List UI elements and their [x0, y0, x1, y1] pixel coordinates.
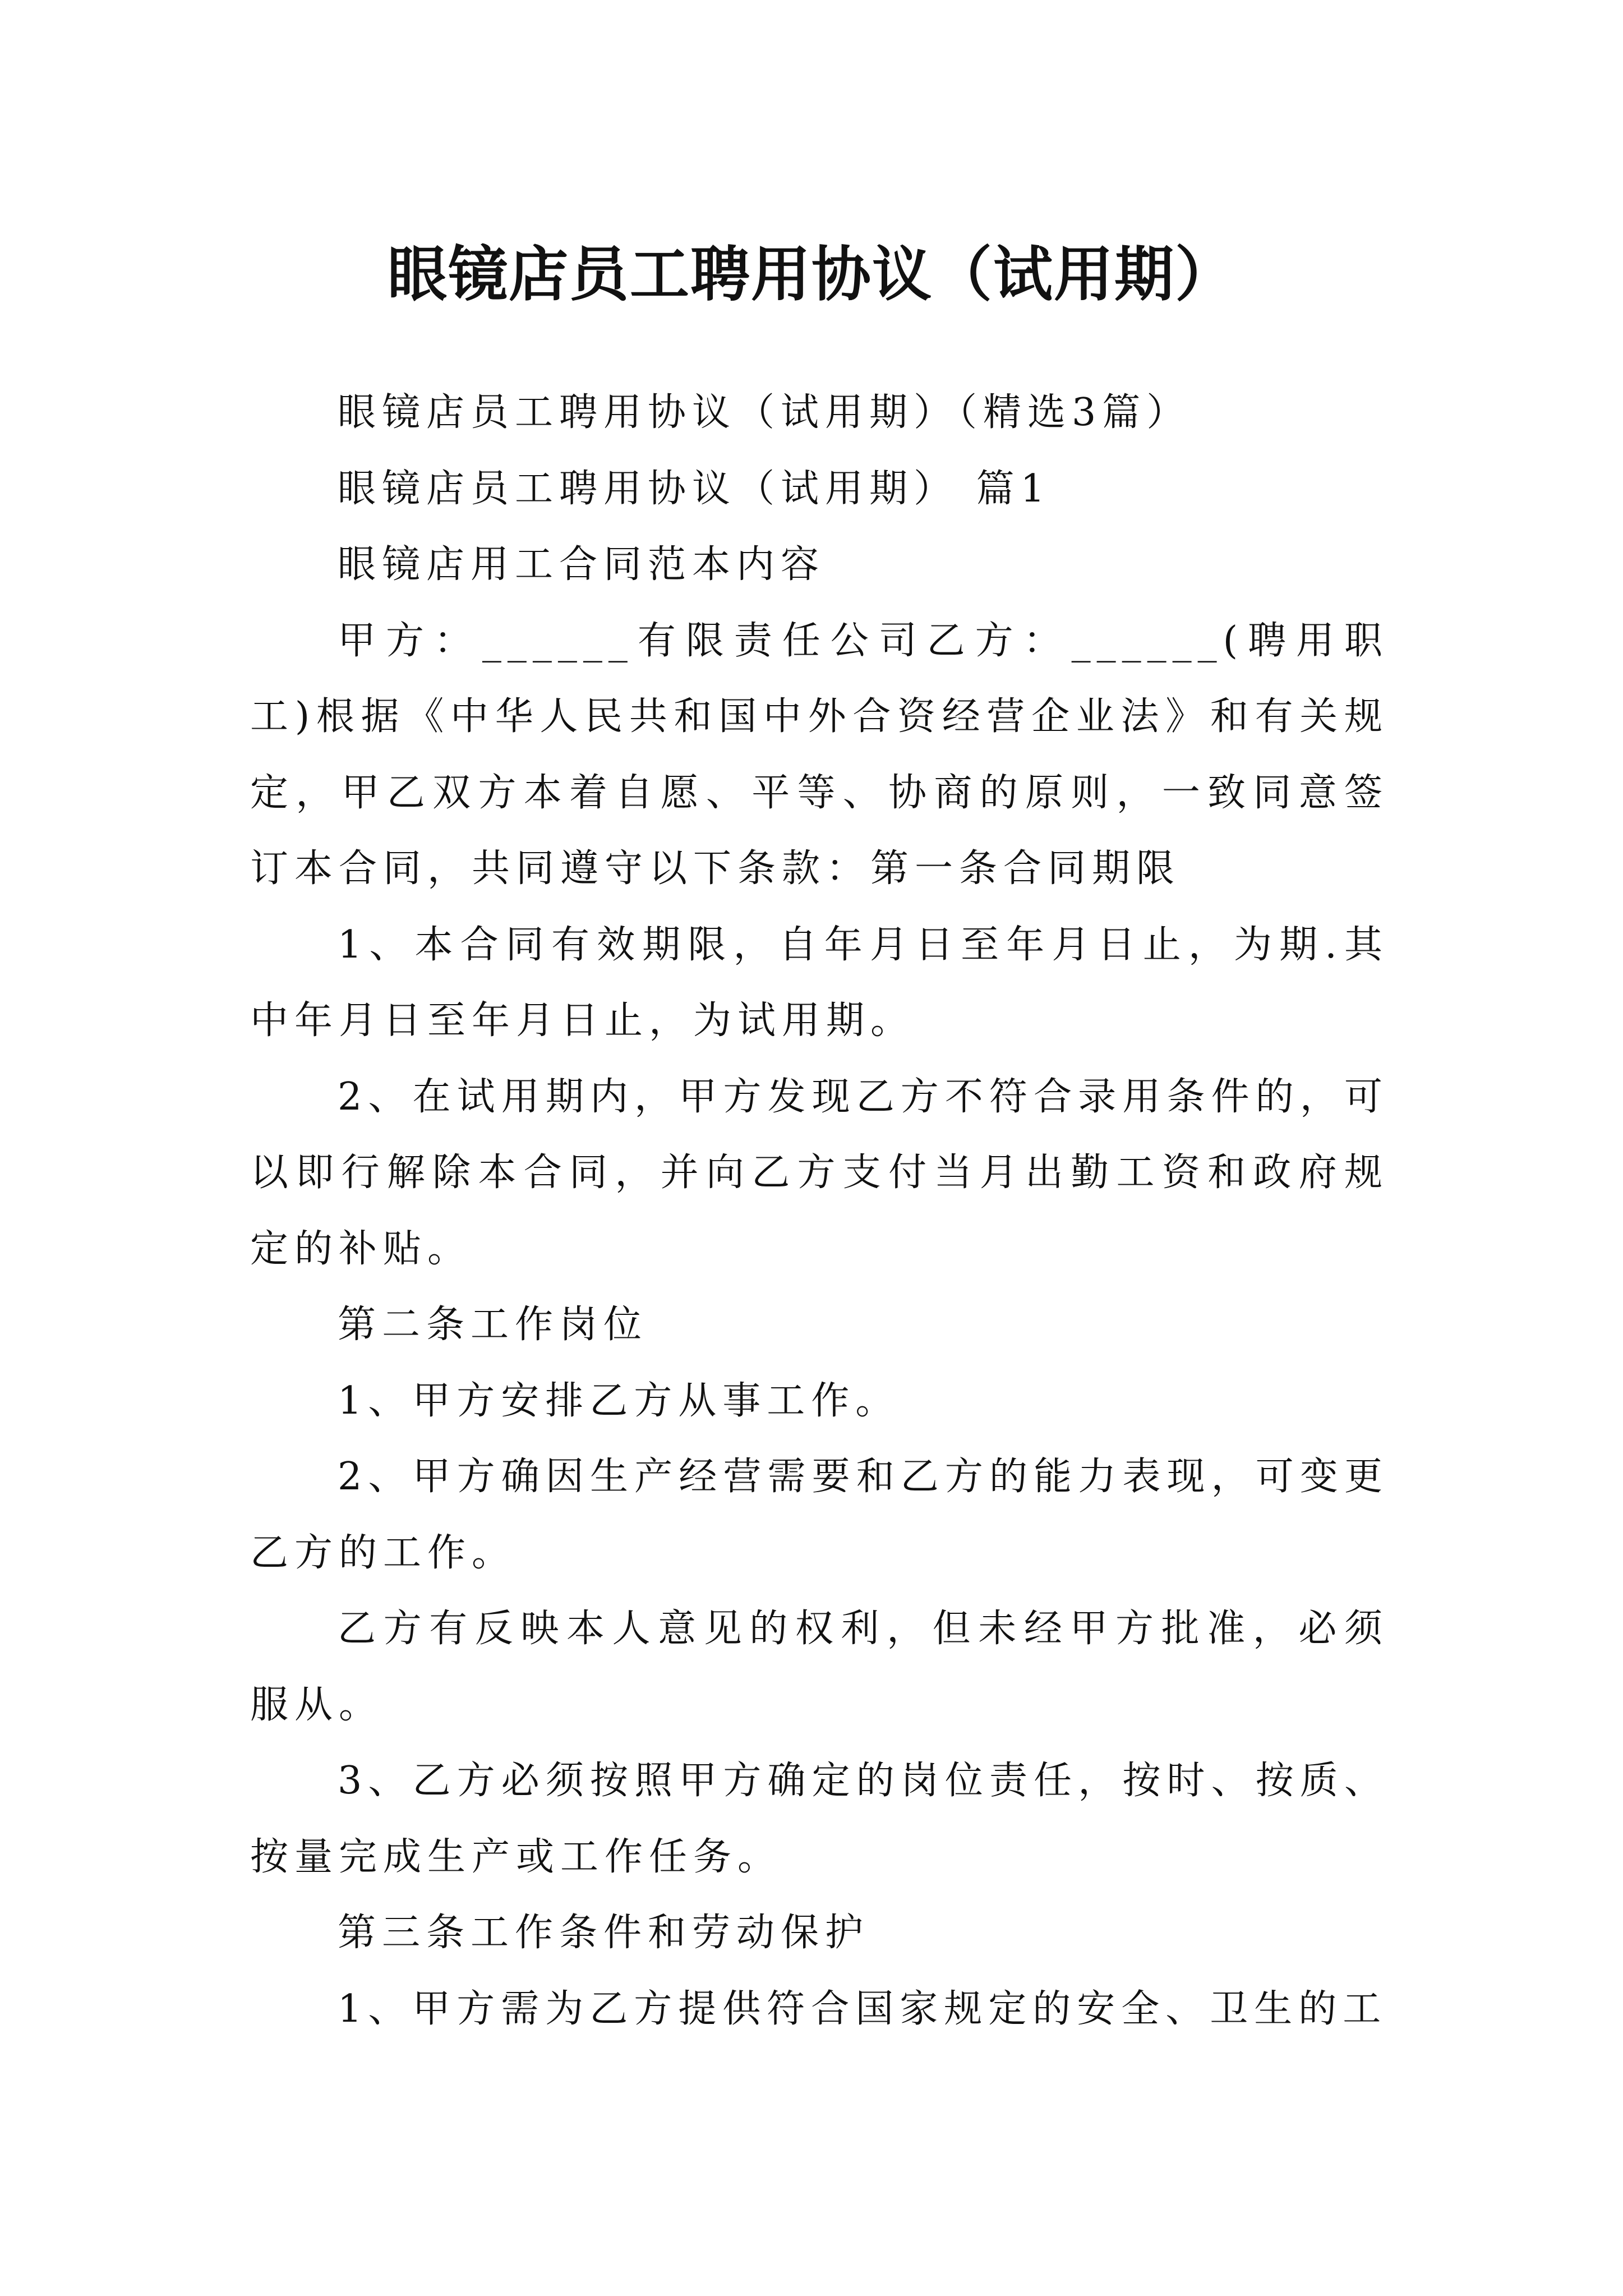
document-title: 眼镜店员工聘用协议（试用期）	[388, 239, 1235, 310]
paragraph-article-3-heading: 第三条工作条件和劳动保护	[338, 1911, 870, 1955]
paragraph-term-2: 2、在试用期内，甲方发现乙方不符合录用条件的，可以即行解除本合同，并向乙方支付当月出勤工资和政府规定的补贴。	[250, 1074, 1389, 1271]
paragraph-position-1: 1、甲方安排乙方从事工作。	[338, 1378, 900, 1423]
paragraph-part-heading: 眼镜店员工聘用协议（试用期） 篇1	[338, 466, 1051, 511]
paragraph-term-1: 1、本合同有效期限，自年月日至年月日止，为期.其中年月日至年月日止，为试用期。	[250, 922, 1389, 1043]
paragraph-conditions-1: 1、甲方需为乙方提供符合国家规定的安全、卫生的工	[338, 1986, 1387, 2031]
paragraph-position-note: 乙方有反映本人意见的权利，但未经甲方批准，必须服从。	[250, 1607, 1389, 1727]
paragraph-position-2: 2、甲方确因生产经营需要和乙方的能力表现，可变更乙方的工作。	[250, 1455, 1389, 1575]
paragraph-parties: 甲方：______有限责任公司乙方：______(聘用职工)根据《中华人民共和国中外合资经营企业法》和有关规定，甲乙双方本着自愿、平等、协商的原则，一致同意签订本合同，共同遵守以下条款：第一条合同期限	[250, 618, 1389, 891]
paragraph-article-2-heading: 第二条工作岗位	[338, 1303, 648, 1347]
paragraph-position-3: 3、乙方必须按照甲方确定的岗位责任，按时、按质、按量完成生产或工作任务。	[250, 1759, 1389, 1879]
paragraph-section-title: 眼镜店用工合同范本内容	[338, 542, 826, 587]
document-body	[250, 375, 1389, 2047]
paragraph-subtitle: 眼镜店员工聘用协议（试用期）（精选3篇）	[338, 390, 1191, 435]
